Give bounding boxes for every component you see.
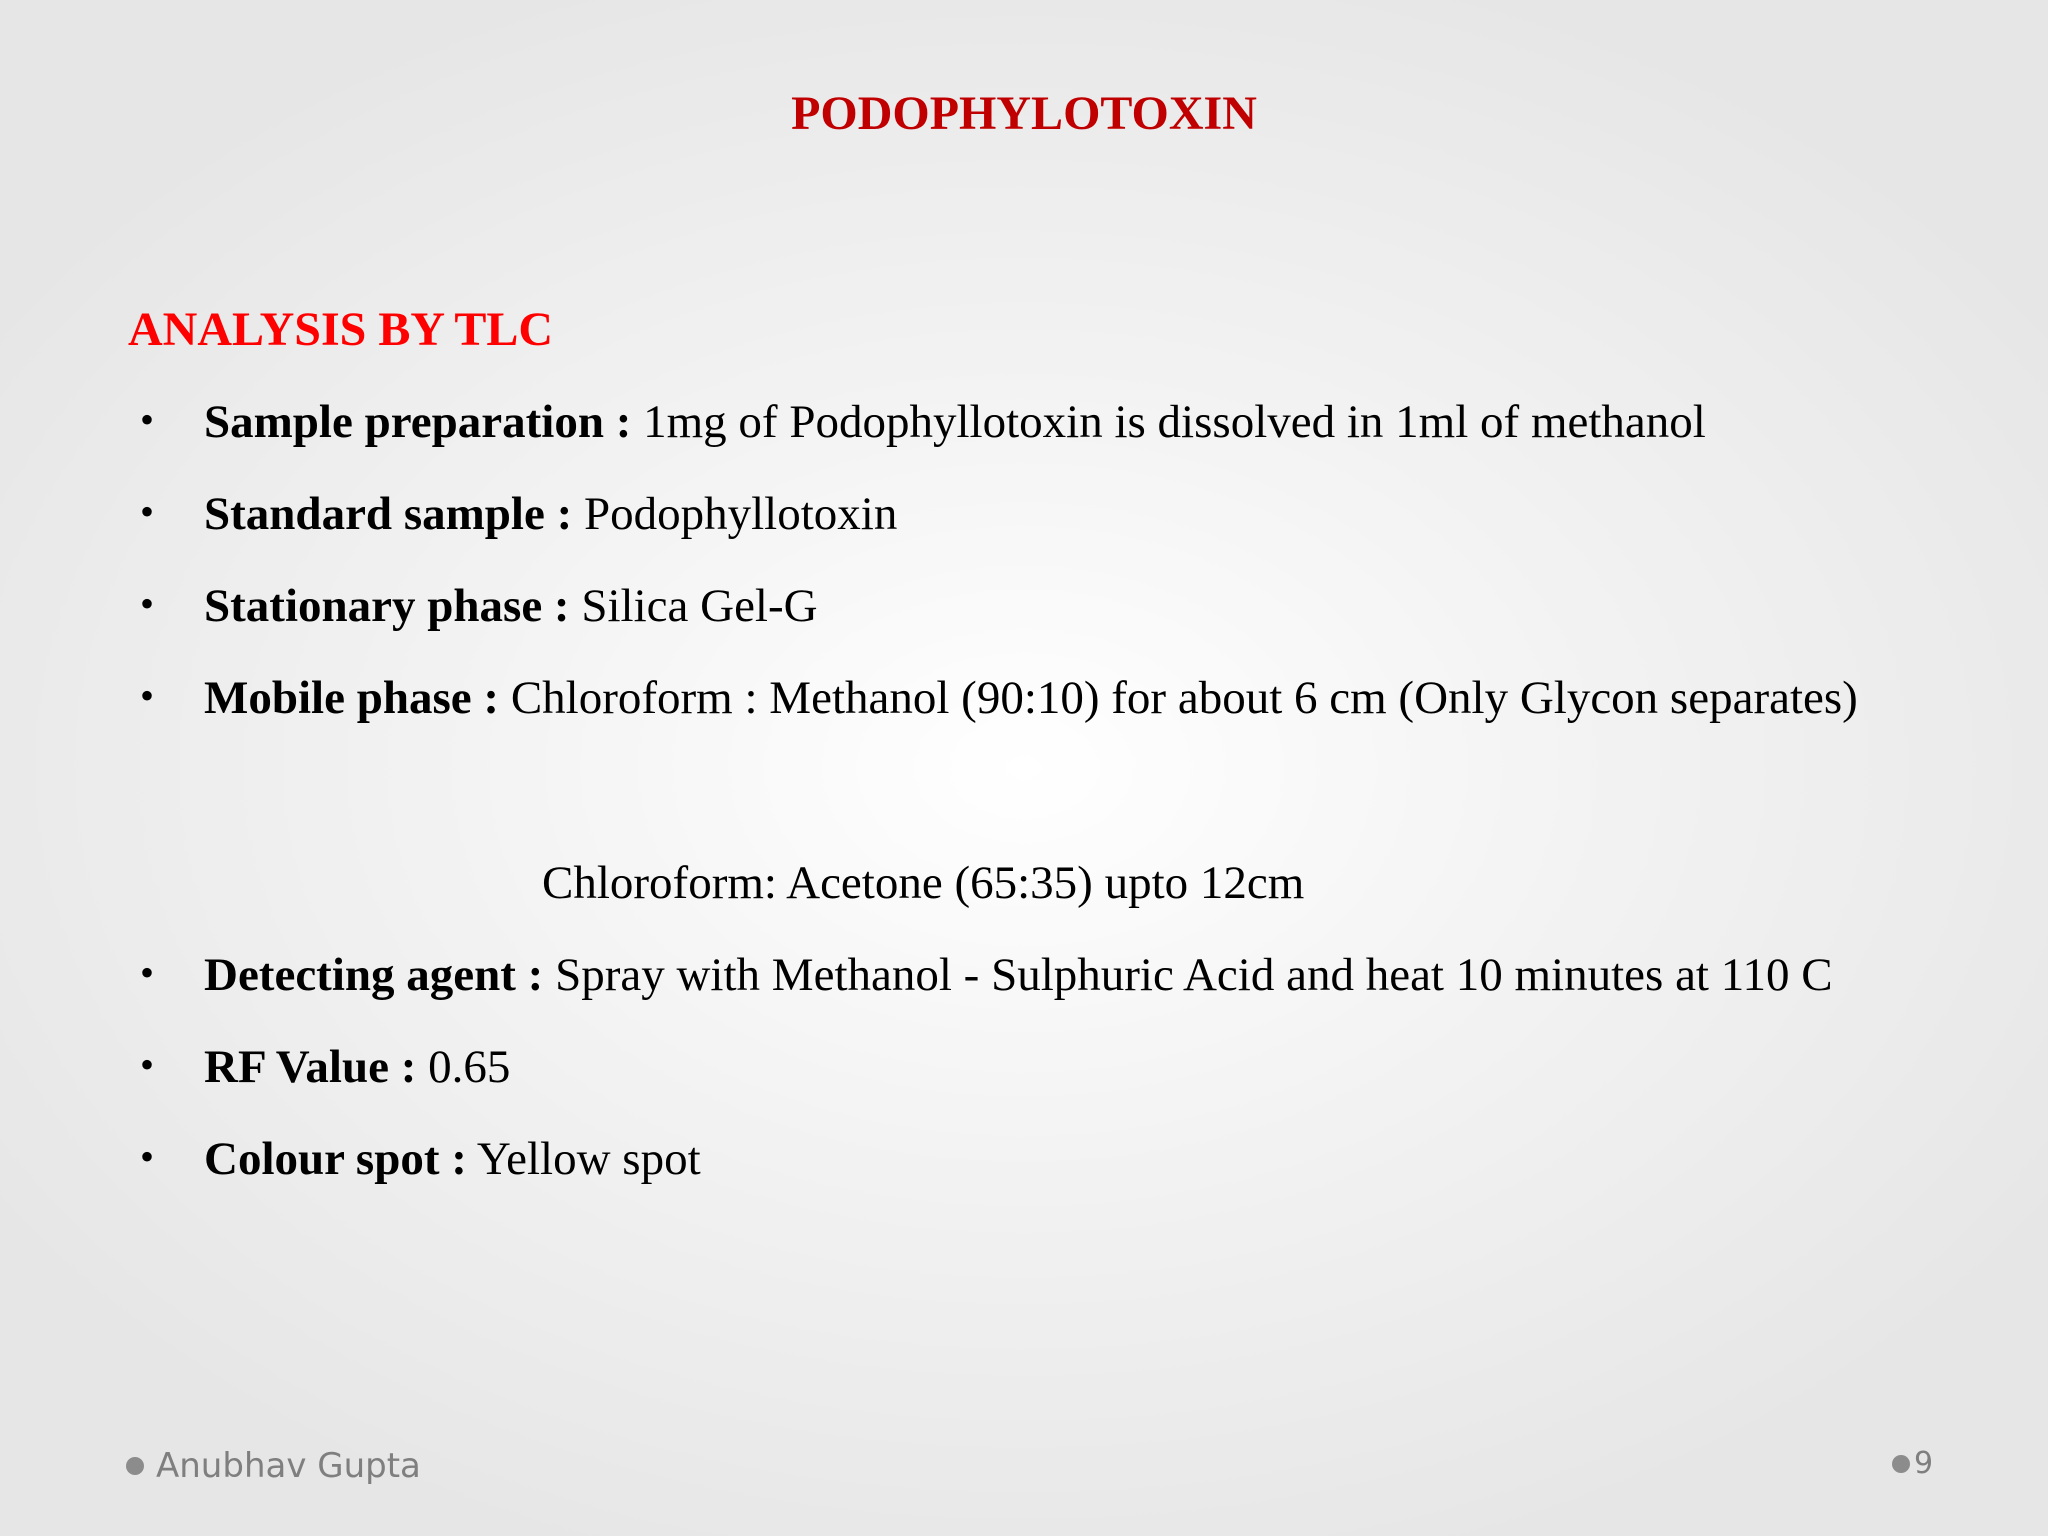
bullet-label: Sample preparation : [204,396,632,448]
bullet-stationary-phase [204,580,818,632]
footer-author-name: Anubhav Gupta [156,1446,421,1486]
footer-page-number [1892,1446,1933,1481]
bullet-label: Standard sample : [204,488,573,540]
mobile-phase-continuation: Chloroform: Acetone (65:35) upto 12cm [542,857,1305,909]
bullet-text: Chloroform : Methanol (90:10) for about 6 cm (Only Glycon separates) [499,672,1858,724]
footer-dot-icon [1892,1455,1910,1473]
footer-author [126,1446,421,1486]
footer-dot-icon [126,1457,144,1475]
bullet-text: 0.65 [416,1041,511,1093]
section-heading: ANALYSIS BY TLC [128,303,554,356]
bullet-label: Stationary phase : [204,580,570,632]
slide-title: PODOPHYLOTOXIN [791,87,1257,140]
bullet-detecting-agent [204,949,1833,1001]
bullet-text: 1mg of Podophyllotoxin is dissolved in 1ml of methanol [631,396,1706,448]
bullet-dot-icon: • [140,950,155,995]
bullet-label: Mobile phase : [204,672,500,724]
page-number: 9 [1914,1446,1934,1481]
bullet-text: Yellow spot [466,1133,701,1185]
bullet-dot-icon: • [140,581,155,626]
bullet-label: RF Value : [204,1041,417,1093]
bullet-text: Podophyllotoxin [572,488,898,540]
bullet-dot-icon: • [140,673,155,718]
bullet-dot-icon: • [140,397,155,442]
bullet-dot-icon: • [140,1042,155,1087]
bullet-dot-icon: • [140,1134,155,1179]
bullet-label: Colour spot : [204,1133,467,1185]
bullet-standard-sample [204,488,898,540]
bullet-label: Detecting agent : [204,949,544,1001]
bullet-dot-icon: • [140,489,155,534]
bullet-sample-preparation [204,396,1706,448]
bullet-colour-spot [204,1133,701,1185]
bullet-text: Silica Gel-G [569,580,818,632]
bullet-mobile-phase [204,672,1858,724]
bullet-text: Spray with Methanol - Sulphuric Acid and heat 10 minutes at 110 C [543,949,1833,1001]
bullet-rf-value [204,1041,511,1093]
